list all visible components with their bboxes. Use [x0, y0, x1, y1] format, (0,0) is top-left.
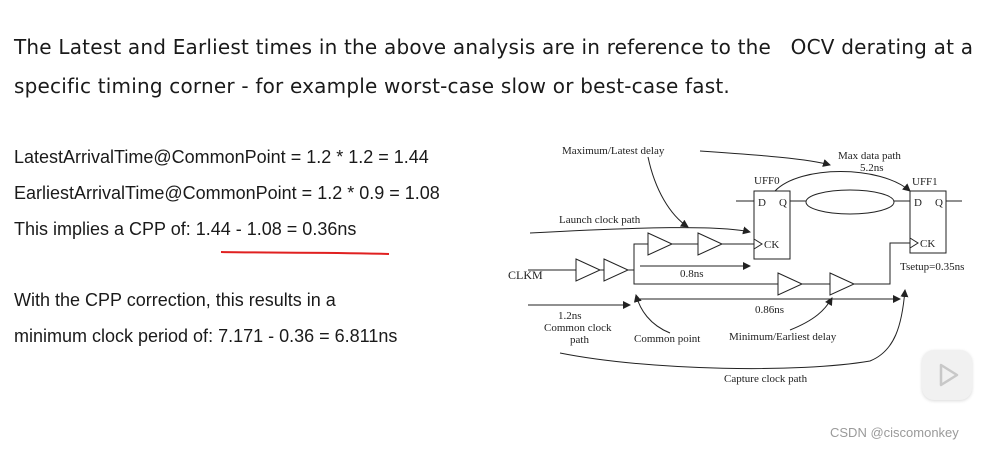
earliest-arrival-line: EarliestArrivalTime@CommonPoint = 1.2 * 0.9 = 1.08: [14, 183, 440, 203]
label-uff0: UFF0: [754, 175, 780, 187]
watermark: CSDN @ciscomonkey: [830, 425, 959, 440]
label-delay-086: 0.86ns: [755, 304, 785, 316]
label-clkm: CLKM: [508, 268, 543, 282]
correction-line-2: minimum clock period of: 7.171 - 0.36 = 6.811ns: [14, 326, 398, 346]
uff0-d: D: [758, 197, 766, 209]
cpp-prefix: This implies a CPP of:: [14, 219, 196, 239]
label-min-earliest-delay: Minimum/Earliest delay: [729, 331, 837, 343]
latest-arrival-line: LatestArrivalTime@CommonPoint = 1.2 * 1.2 = 1.44: [14, 147, 429, 167]
intro-paragraph: [14, 28, 989, 106]
uff1-ck: CK: [920, 238, 936, 250]
intro-line-1: The Latest and Earliest times in the above analysis are in reference to the OCV derating at a: [14, 35, 974, 59]
video-play-badge[interactable]: [922, 350, 972, 400]
intro-line-2: specific timing corner - for example worst-case slow or best-case fast.: [14, 74, 730, 98]
label-max-data-path-value: 5.2ns: [860, 162, 884, 174]
uff1-q: Q: [935, 197, 943, 209]
buffer-common-1: [576, 259, 600, 281]
cpp-line: [14, 219, 356, 240]
buffer-common-2: [604, 259, 628, 281]
buffer-capture-1: [778, 273, 802, 295]
label-max-data-path: Max data path: [838, 150, 901, 162]
cpp-value: 1.44 - 1.08 = 0.36ns: [195, 219, 357, 239]
label-common-clock-path-2: path: [570, 334, 589, 346]
buffer-capture-2: [830, 273, 854, 295]
combinational-logic-cloud: [806, 190, 894, 214]
label-delay-08: 0.8ns: [680, 268, 704, 280]
ocv-timing-diagram: [500, 135, 980, 395]
play-icon: [922, 350, 972, 400]
uff1-d: D: [914, 197, 922, 209]
label-delay-12: 1.2ns: [558, 310, 582, 322]
buffer-launch-2: [698, 233, 722, 255]
label-launch-clock-path: Launch clock path: [559, 214, 641, 226]
label-uff1: UFF1: [912, 176, 938, 188]
buffer-launch-1: [648, 233, 672, 255]
label-max-latest-delay: Maximum/Latest delay: [562, 145, 665, 157]
label-tsetup: Tsetup=0.35ns: [900, 261, 965, 273]
uff0-ck: CK: [764, 239, 780, 251]
uff0-q: Q: [779, 197, 787, 209]
label-capture-clock-path: Capture clock path: [724, 373, 808, 385]
label-common-point: Common point: [634, 333, 701, 345]
label-common-clock-path-1: Common clock: [544, 322, 612, 334]
red-underline: [220, 250, 390, 256]
correction-line-1: With the CPP correction, this results in a: [14, 290, 336, 310]
